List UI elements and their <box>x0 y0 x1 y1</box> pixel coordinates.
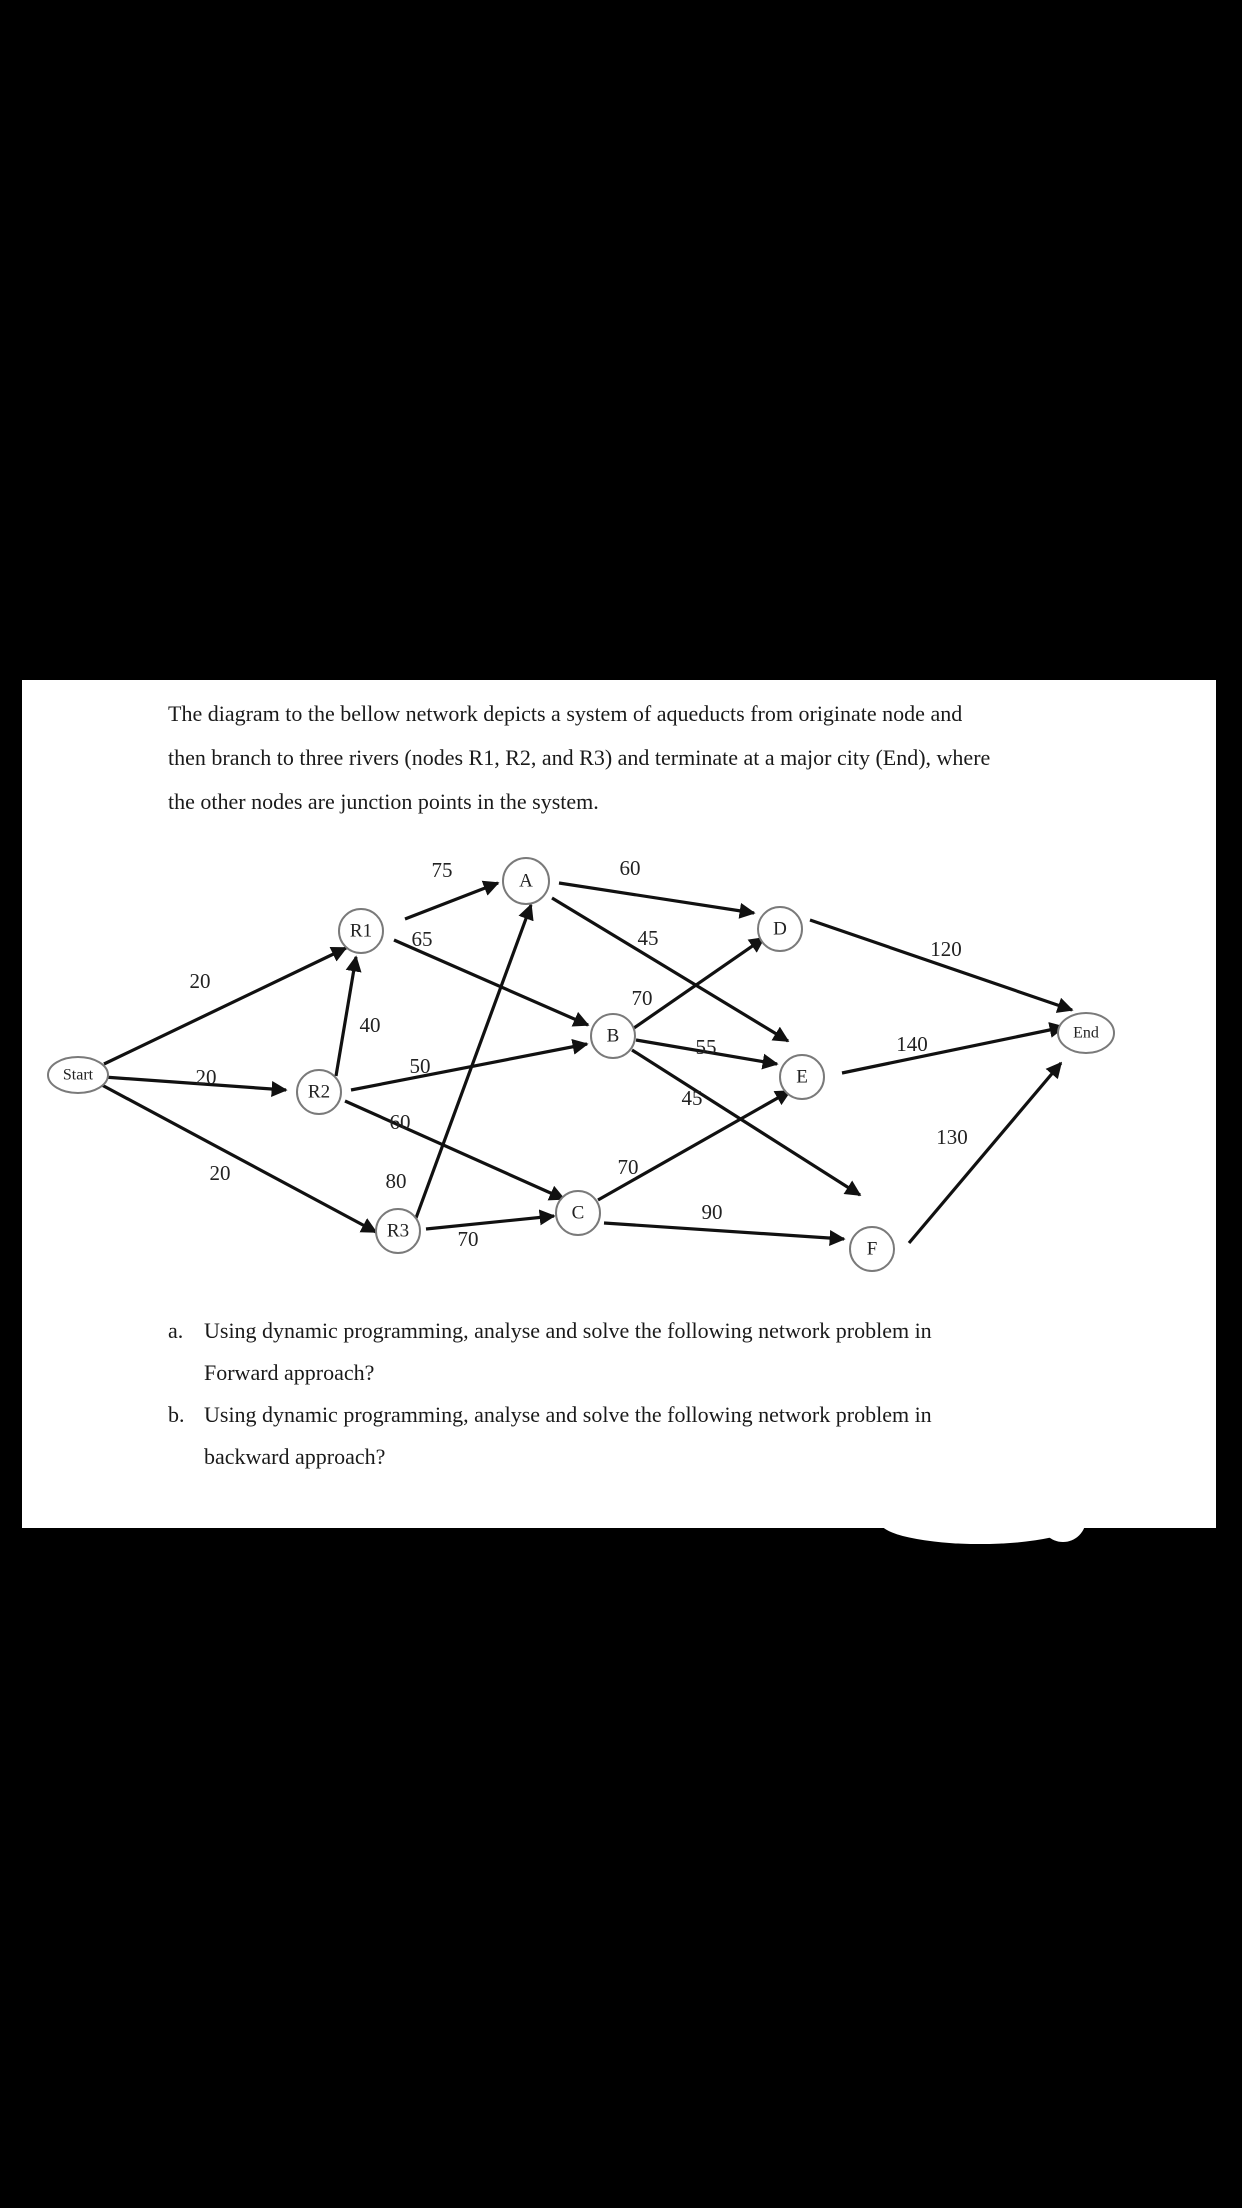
node-c <box>556 1191 600 1235</box>
weight-start-r1: 20 <box>189 969 211 993</box>
node-r3 <box>376 1209 420 1253</box>
svg-text:D: D <box>773 918 787 940</box>
node-b <box>591 1014 635 1058</box>
intro-line-1: The diagram to the bellow network depicts a system of aqueducts from originate node and <box>168 701 963 726</box>
edge-r3-c <box>426 1216 554 1229</box>
weight-start-r3: 20 <box>209 1161 231 1185</box>
question-b <box>168 1394 1068 1478</box>
question-list <box>168 1310 1068 1478</box>
weight-r3-a: 80 <box>385 1169 407 1193</box>
edge-b-f <box>632 1050 860 1195</box>
weight-r1-a: 75 <box>431 858 453 882</box>
edge-e-end <box>842 1027 1064 1073</box>
node-end <box>1058 1013 1114 1053</box>
weight-b-f: 45 <box>681 1086 703 1110</box>
svg-text:C: C <box>571 1202 585 1224</box>
svg-text:R1: R1 <box>349 920 373 942</box>
edge-r1-a <box>405 883 498 919</box>
weight-start-r2: 20 <box>195 1065 217 1089</box>
weight-b-d: 70 <box>631 986 653 1010</box>
edge-r2-r1 <box>336 957 356 1076</box>
intro-line-2: then branch to three rivers (nodes R1, R2, and R3) and terminate at a major city (End), where <box>168 745 991 770</box>
question-b-marker: b. <box>168 1402 185 1427</box>
node-d <box>758 907 802 951</box>
weight-d-end: 120 <box>930 937 962 961</box>
question-a <box>168 1310 1068 1394</box>
weight-c-e: 70 <box>617 1155 639 1179</box>
svg-text:B: B <box>606 1025 620 1047</box>
white-smudge-2 <box>1040 1496 1086 1542</box>
weight-a-d: 60 <box>619 856 641 880</box>
node-f <box>850 1227 894 1271</box>
network-edges <box>100 883 1072 1243</box>
svg-text:F: F <box>866 1238 878 1260</box>
node-r2 <box>297 1070 341 1114</box>
edge-f-end <box>909 1063 1061 1243</box>
question-a-marker: a. <box>168 1318 184 1343</box>
question-b-line-1: Using dynamic programming, analyse and solve the following network problem in <box>204 1402 932 1427</box>
weight-a-e: 45 <box>637 926 659 950</box>
weight-b-e: 55 <box>695 1035 717 1059</box>
edge-r3-a <box>416 905 531 1218</box>
svg-text:End: End <box>1073 1024 1099 1042</box>
document-page <box>22 680 1216 1528</box>
node-r1 <box>339 909 383 953</box>
edge-a-e <box>552 898 788 1041</box>
edge-c-f <box>604 1223 844 1239</box>
node-start <box>48 1057 108 1093</box>
weight-f-end: 130 <box>936 1125 968 1149</box>
edge-d-end <box>810 920 1072 1010</box>
weight-r2-c: 60 <box>389 1110 411 1134</box>
weight-e-end: 140 <box>896 1032 928 1056</box>
question-a-line-2: Forward approach? <box>204 1360 375 1385</box>
question-b-line-2: backward approach? <box>204 1444 386 1469</box>
question-a-line-1: Using dynamic programming, analyse and solve the following network problem in <box>204 1318 932 1343</box>
svg-text:Start: Start <box>62 1066 94 1084</box>
svg-text:R3: R3 <box>386 1220 410 1242</box>
weight-r2-r1: 40 <box>359 1013 381 1037</box>
weight-r1-b: 65 <box>411 927 433 951</box>
edge-start-r1 <box>104 948 346 1064</box>
edge-a-d <box>559 883 754 913</box>
weight-c-f: 90 <box>701 1200 723 1224</box>
svg-text:E: E <box>796 1066 808 1088</box>
weight-r2-b: 50 <box>409 1054 431 1078</box>
node-e <box>780 1055 824 1099</box>
weight-r3-c: 70 <box>457 1227 479 1251</box>
edge-r2-b <box>351 1044 587 1090</box>
intro-line-3: the other nodes are junction points in the system. <box>168 789 599 814</box>
svg-text:A: A <box>519 870 533 892</box>
svg-text:R2: R2 <box>307 1081 331 1103</box>
node-a <box>503 858 549 904</box>
